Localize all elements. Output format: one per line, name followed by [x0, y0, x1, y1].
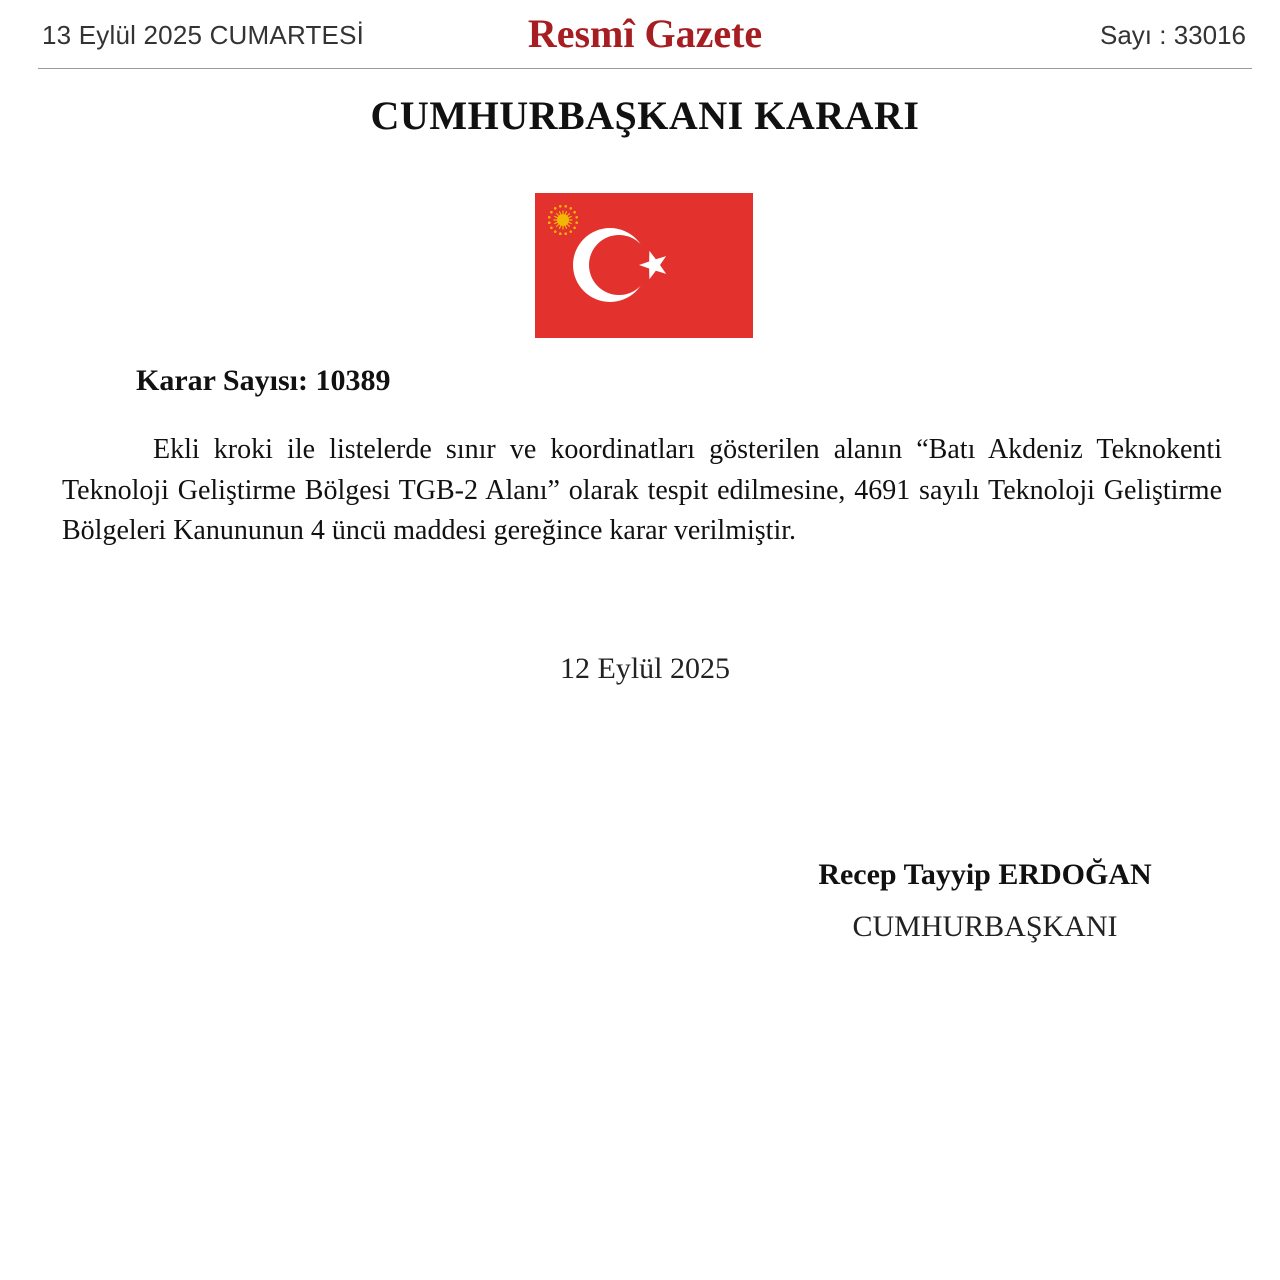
signer-name: Recep Tayyip ERDOĞAN — [818, 858, 1152, 891]
publication-date: 13 Eylül 2025 CUMARTESİ — [42, 20, 365, 50]
document-title: CUMHURBAŞKANI KARARI — [370, 93, 920, 138]
gazette-title: Resmî Gazete — [527, 11, 763, 56]
presidential-flag-icon — [535, 193, 753, 338]
issue-number: Sayı : 33016 — [1100, 20, 1246, 50]
decision-body: Ekli kroki ile listelerde sınır ve koordinatları gösterilen alanın “Batı Akdeniz Teknokenti Teknoloji Geliştirme Bölgesi TGB-2 Alanı” olarak tespit edilmesine, 4691 sayılı Teknoloji Geliştirme Bölgeleri Kanununun 4 üncü maddesi gereğince karar verilmiştir. — [62, 434, 1222, 546]
decision-number: Karar Sayısı: 10389 — [136, 364, 391, 397]
decision-date: 12 Eylül 2025 — [560, 652, 730, 685]
signer-title: CUMHURBAŞKANI — [852, 910, 1118, 943]
gazette-header — [38, 0, 1252, 69]
